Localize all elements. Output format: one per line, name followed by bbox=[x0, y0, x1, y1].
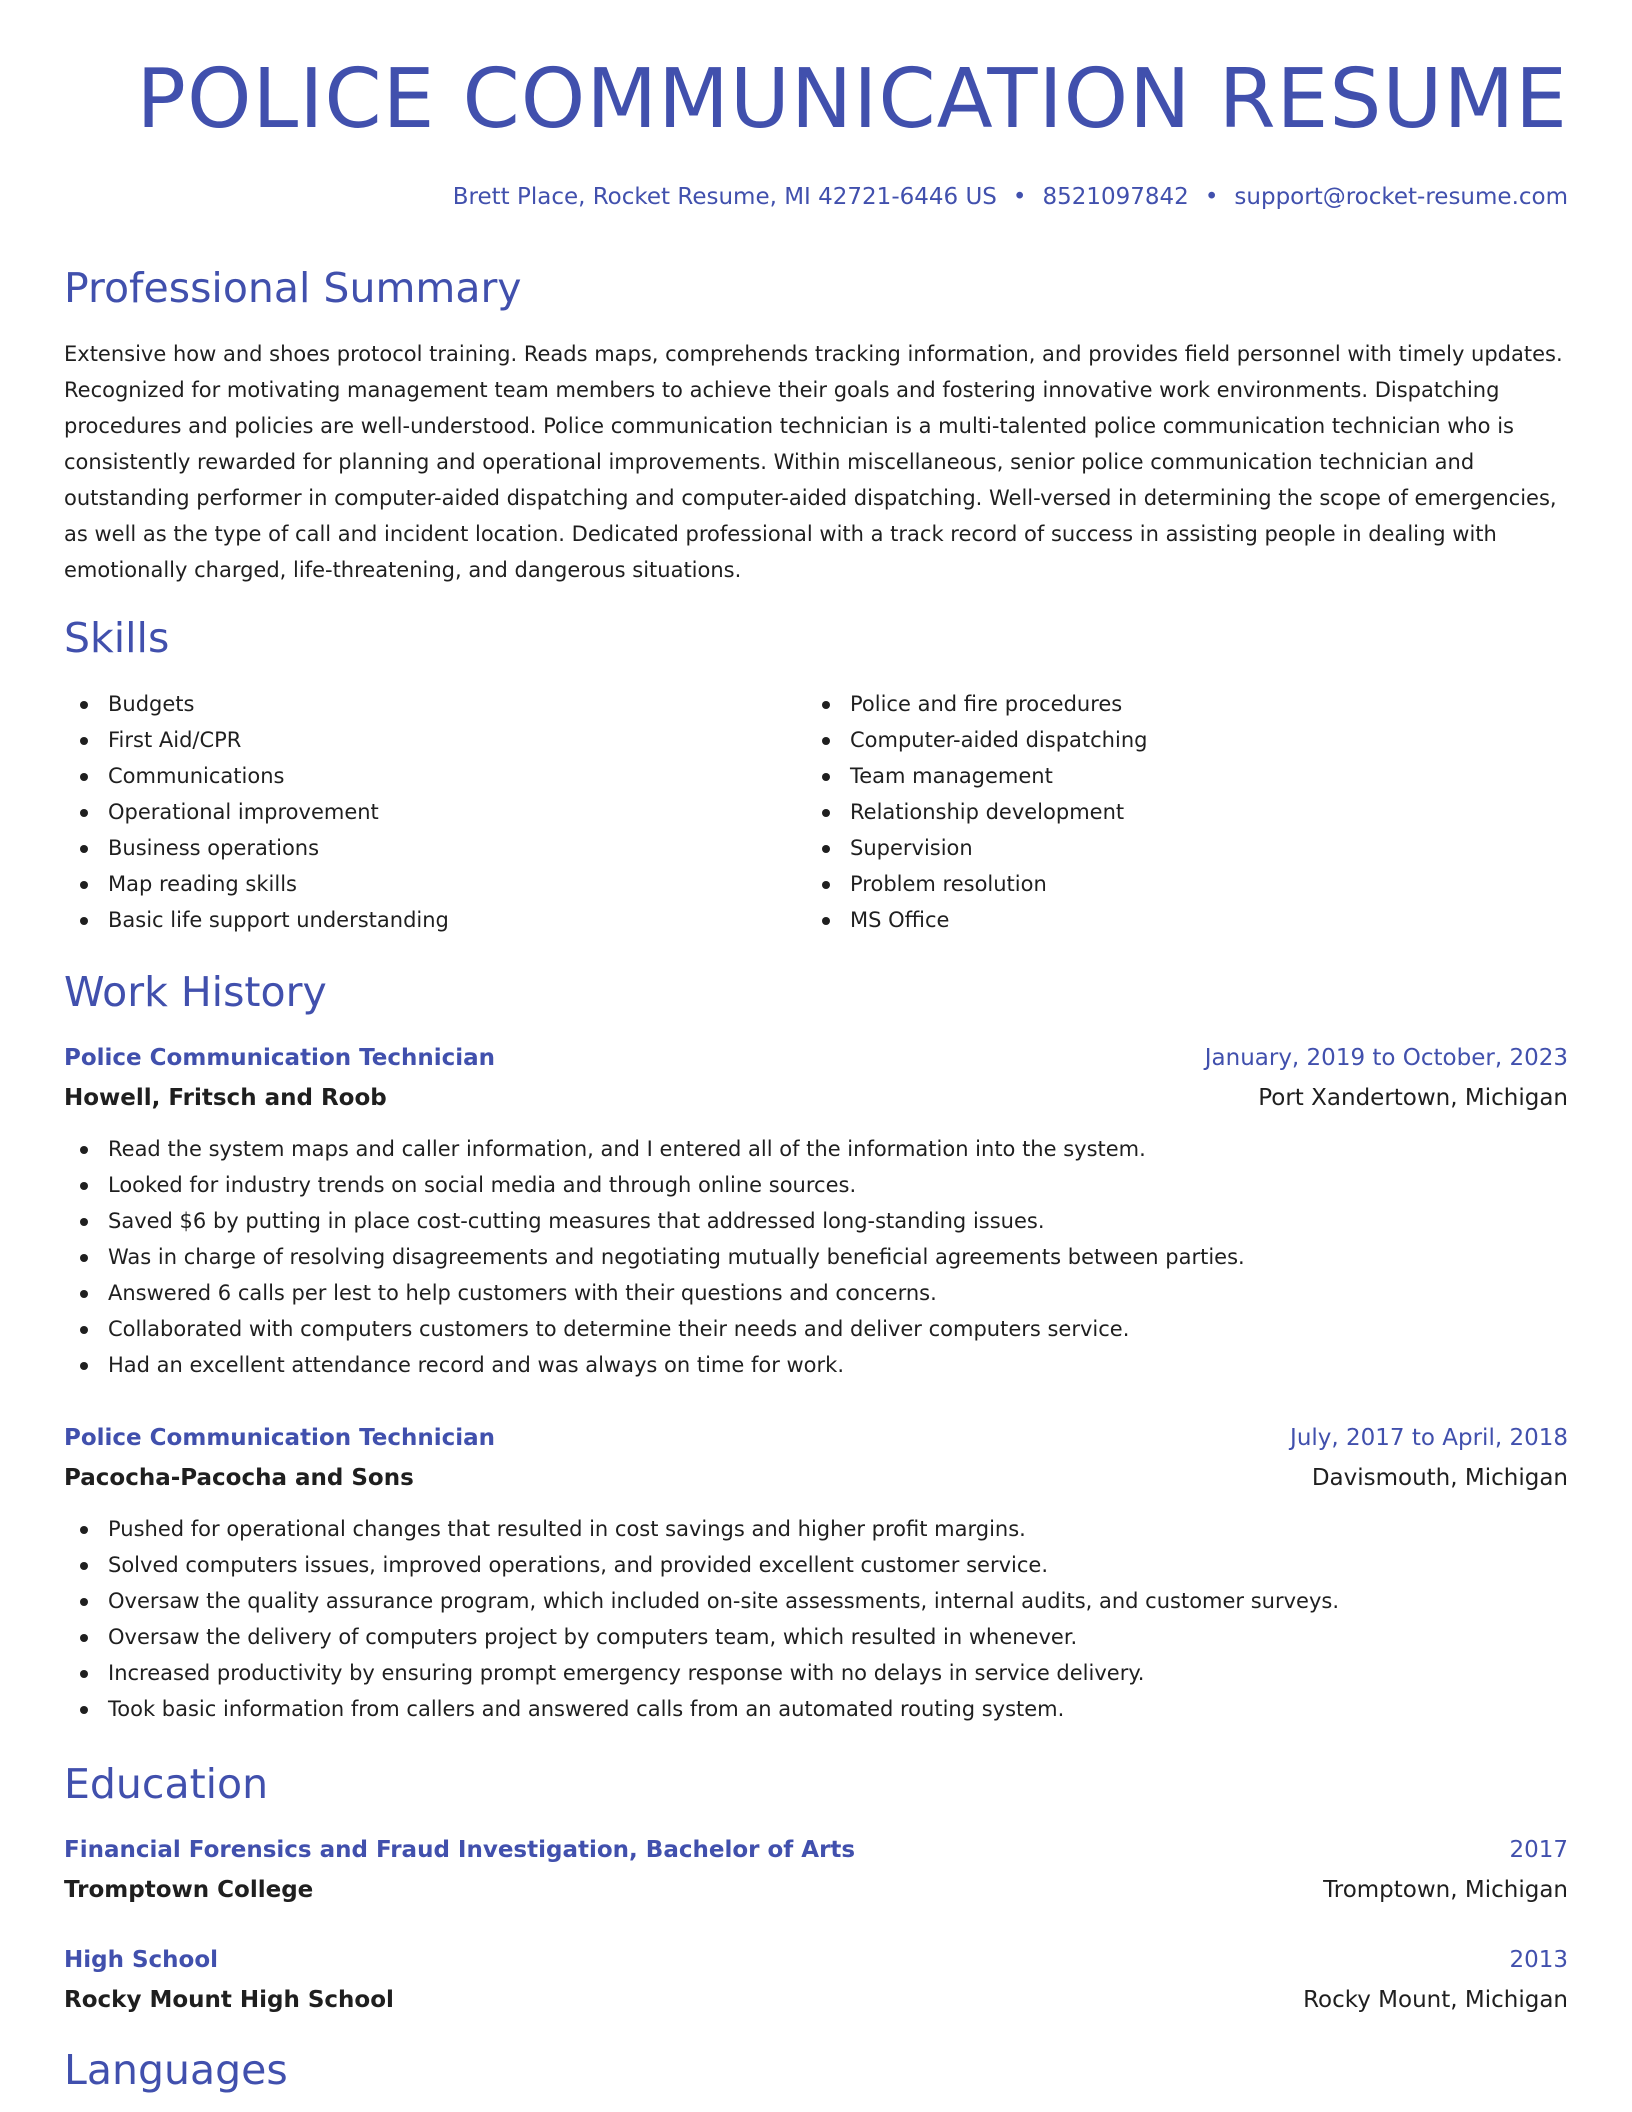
work-entry bbox=[64, 1420, 1568, 1727]
job-bullet: Pushed for operational changes that resulted in cost savings and higher profit margins. bbox=[64, 1511, 1568, 1547]
skill-item: Computer-aided dispatching bbox=[806, 722, 1147, 758]
education-degree: Financial Forensics and Fraud Investigation, Bachelor of Arts bbox=[64, 1837, 856, 1863]
skill-item: Communications bbox=[64, 758, 449, 794]
job-bullet: Increased productivity by ensuring prompt emergency response with no delays in service delivery. bbox=[64, 1655, 1568, 1691]
education-entry bbox=[64, 1832, 1568, 1912]
job-bullet: Looked for industry trends on social media and through online sources. bbox=[64, 1167, 1568, 1203]
education-school: Tromptown College bbox=[64, 1877, 314, 1903]
job-title: Police Communication Technician bbox=[64, 1425, 496, 1451]
contact-line bbox=[453, 181, 1568, 213]
skills-column-right bbox=[806, 686, 1147, 938]
skill-item: Supervision bbox=[806, 830, 1147, 866]
contact-separator: • bbox=[1012, 184, 1027, 210]
skill-item: Operational improvement bbox=[64, 794, 449, 830]
job-title: Police Communication Technician bbox=[64, 1045, 496, 1071]
job-bullets bbox=[64, 1131, 1568, 1383]
section-title-summary: Professional Summary bbox=[64, 264, 522, 312]
job-bullet: Took basic information from callers and answered calls from an automated routing system. bbox=[64, 1691, 1568, 1727]
section-title-work-history: Work History bbox=[64, 968, 327, 1016]
job-bullet: Had an excellent attendance record and was always on time for work. bbox=[64, 1347, 1568, 1383]
contact-email[interactable]: support@rocket-resume.com bbox=[1234, 184, 1568, 210]
education-location: Tromptown, Michigan bbox=[1323, 1877, 1568, 1903]
job-dates: January, 2019 to October, 2023 bbox=[1204, 1045, 1568, 1071]
education-location: Rocky Mount, Michigan bbox=[1303, 1987, 1568, 2013]
skill-item: First Aid/CPR bbox=[64, 722, 449, 758]
skill-item: Basic life support understanding bbox=[64, 902, 449, 938]
job-company: Howell, Fritsch and Roob bbox=[64, 1085, 387, 1111]
job-company: Pacocha-Pacocha and Sons bbox=[64, 1465, 414, 1491]
skill-item: Budgets bbox=[64, 686, 449, 722]
skill-item: Relationship development bbox=[806, 794, 1147, 830]
job-bullet: Solved computers issues, improved operations, and provided excellent customer service. bbox=[64, 1547, 1568, 1583]
skill-item: Map reading skills bbox=[64, 866, 449, 902]
skill-item: Problem resolution bbox=[806, 866, 1147, 902]
skills-column-left bbox=[64, 686, 449, 938]
job-bullet: Read the system maps and caller information, and I entered all of the information into the system. bbox=[64, 1131, 1568, 1167]
education-degree: High School bbox=[64, 1947, 219, 1973]
resume-title: POLICE COMMUNICATION RESUME bbox=[136, 52, 1568, 147]
skill-item: Police and fire procedures bbox=[806, 686, 1147, 722]
job-location: Davismouth, Michigan bbox=[1311, 1465, 1568, 1491]
job-bullets bbox=[64, 1511, 1568, 1727]
summary-text: Extensive how and shoes protocol training. Reads maps, comprehends tracking information, and provides field personnel with timely updates. Recognized for motivating management team members to achieve their goals and fostering innovative work environments. Dispatching procedures and policies are well-understood. Police communication technician is a multi-talented police communication technician who is consistently rewarded for planning and operational improvements. Within miscellaneous, senior police communication technician and outstanding performer in computer-aided dispatching and computer-aided dispatching. Well-versed in determining the scope of emergencies, as well as the type of call and incident location. Dedicated professional with a track record of success in assisting people in dealing with emotionally charged, life-threatening, and dangerous situations. bbox=[64, 342, 1563, 582]
education-year: 2013 bbox=[1509, 1947, 1568, 1973]
contact-address: Brett Place, Rocket Resume, MI 42721-6446 US bbox=[452, 184, 997, 210]
education-year: 2017 bbox=[1509, 1837, 1568, 1863]
job-location: Port Xandertown, Michigan bbox=[1258, 1085, 1568, 1111]
job-bullet: Collaborated with computers customers to determine their needs and deliver computers service. bbox=[64, 1311, 1568, 1347]
job-bullet: Saved $6 by putting in place cost-cutting measures that addressed long-standing issues. bbox=[64, 1203, 1568, 1239]
contact-separator: • bbox=[1204, 184, 1219, 210]
skill-item: Team management bbox=[806, 758, 1147, 794]
work-entry bbox=[64, 1040, 1568, 1383]
education-school: Rocky Mount High School bbox=[64, 1987, 394, 2013]
section-title-languages: Languages bbox=[64, 2046, 288, 2094]
contact-phone[interactable]: 8521097842 bbox=[1042, 184, 1189, 210]
section-title-skills: Skills bbox=[64, 614, 170, 662]
job-dates: July, 2017 to April, 2018 bbox=[1290, 1425, 1568, 1451]
skill-item: MS Office bbox=[806, 902, 1147, 938]
job-bullet: Was in charge of resolving disagreements and negotiating mutually beneficial agreements between parties. bbox=[64, 1239, 1568, 1275]
education-entry bbox=[64, 1942, 1568, 2022]
resume-page bbox=[64, 0, 1568, 2112]
job-bullet: Oversaw the quality assurance program, which included on-site assessments, internal audits, and customer surveys. bbox=[64, 1583, 1568, 1619]
job-bullet: Answered 6 calls per lest to help customers with their questions and concerns. bbox=[64, 1275, 1568, 1311]
job-bullet: Oversaw the delivery of computers project by computers team, which resulted in whenever. bbox=[64, 1619, 1568, 1655]
skill-item: Business operations bbox=[64, 830, 449, 866]
section-title-education: Education bbox=[64, 1760, 269, 1808]
